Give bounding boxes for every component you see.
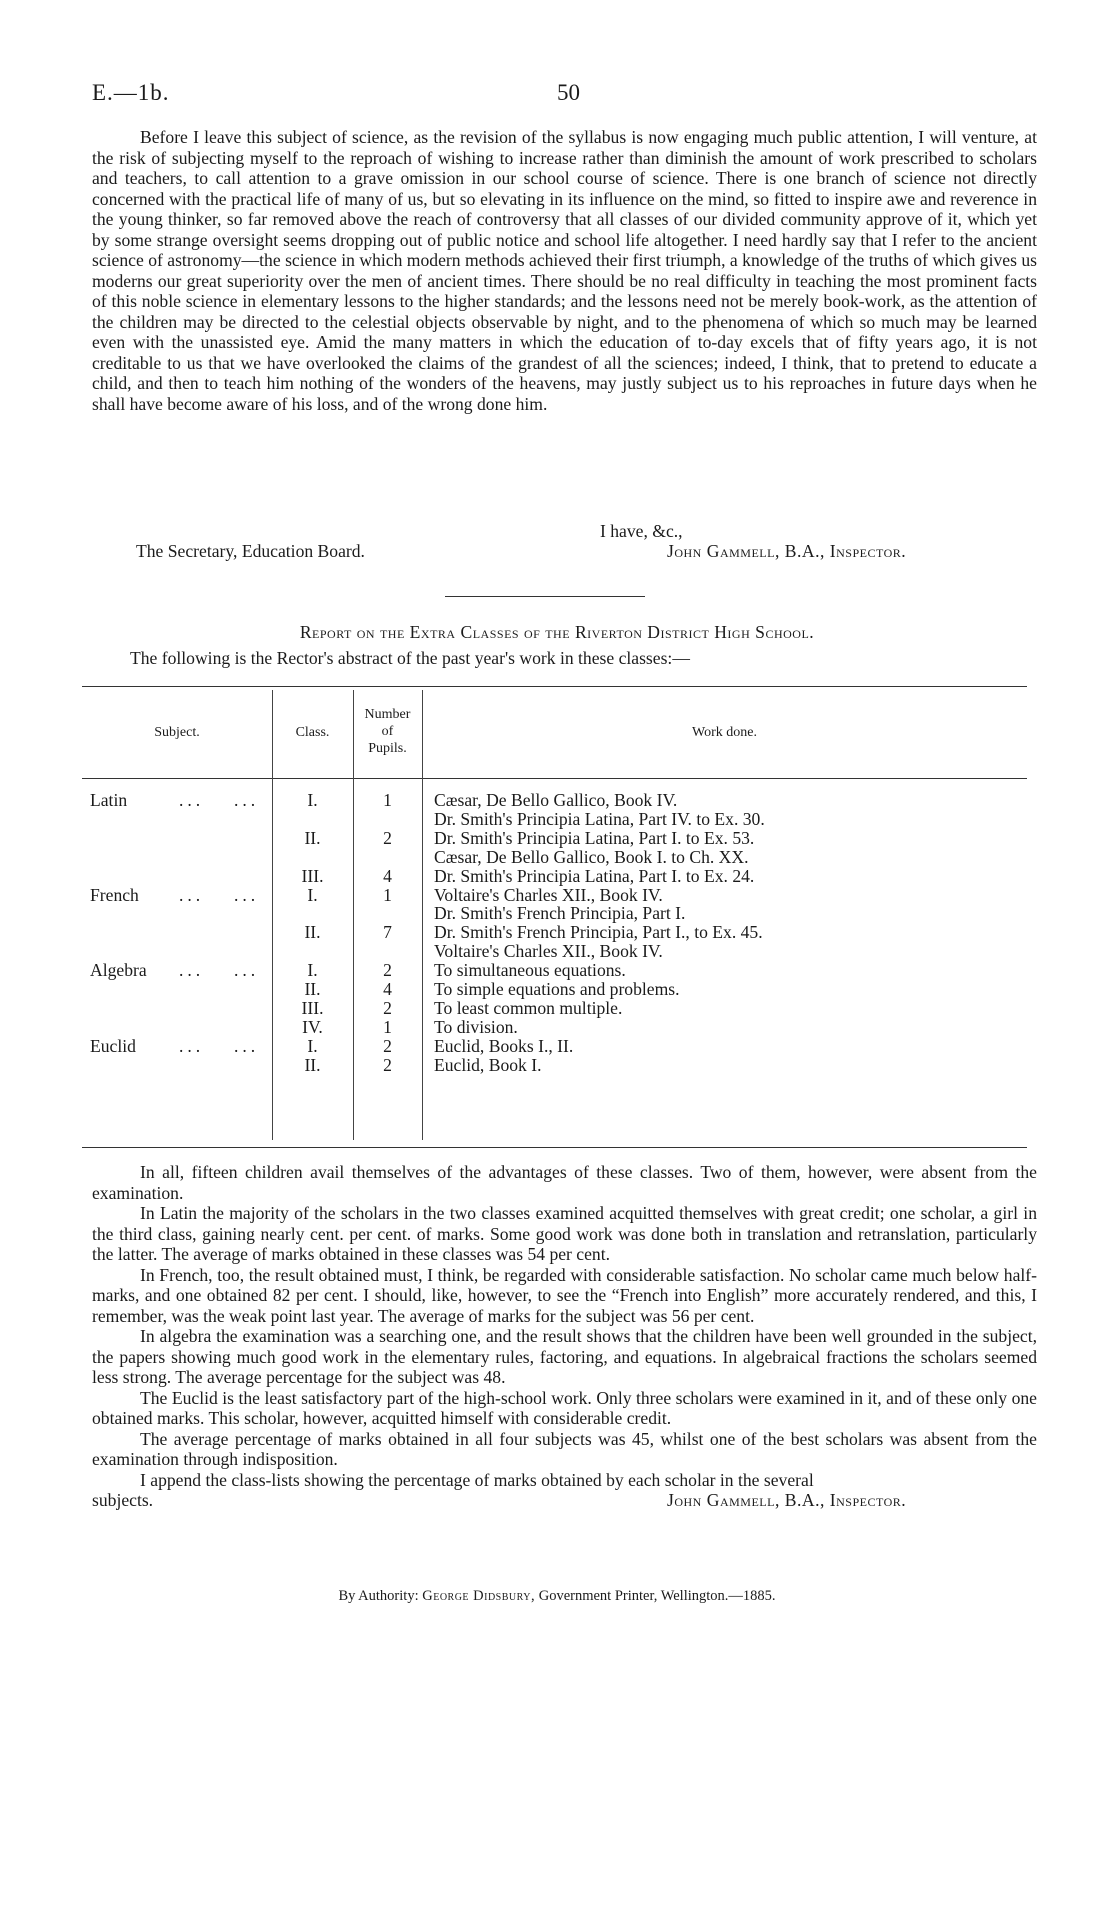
- section-divider: [445, 596, 645, 597]
- work-cell: Cæsar, De Bello Gallico, Book I. to Ch. XX.: [434, 846, 749, 867]
- letter-body: Before I leave this subject of science, as the revision of the syllabus is now engaging much public attention, I will venture, at the risk of subjecting myself to the reproach of wishing to increase rather than diminish the amount of work prescribed to scholars and teachers, to call attention to a grave omission in our school course of science. There is one branch of science not directly concerned with the practical life of many of us, but so elevating in its influence on the mind, so fitted to inspire awe and reverence in the young thinker, so far removed above the reach of controversy that all classes of our divided community approve of it, which yet by some strange oversight seems dropping out of public notice and school life altogether. I need hardly say that I refer to the ancient science of astronomy—the science in which modern methods achieved their first triumph, a knowledge of the truths of which gives us moderns our great superiority over the men of ancient times. There should be no real difficulty in teaching the most prominent facts of this noble science in elementary lessons to the higher standards; and the lessons need not be merely book-work, as the attention of the children may be directed to the celestial objects observable by night, and to the phenomena of which so much may be learned even with the unassisted eye. Amid the many matters in which the education of to-day excels that of fifty years ago, it is not creditable to us that we have overlooked the claims of the grandest of all the sciences; indeed, I think, that to pretend to educate a child, and then to teach him nothing of the wonders of the heavens, may justly subject us to his reproaches in future days when he shall have become aware of his loss, and of the wrong done him.: [92, 127, 1037, 414]
- leader-dots: ...: [234, 884, 260, 905]
- summary-paragraph: In all, fifteen children avail themselves of the advantages of these classes. Two of them, however, were absent from the examination.: [92, 1162, 1037, 1203]
- pupils-cell: 2: [383, 827, 392, 848]
- work-cell: Dr. Smith's Principia Latina, Part IV. to Ex. 30.: [434, 808, 765, 829]
- pupils-cell: 1: [383, 884, 392, 905]
- pupils-cell: 4: [383, 865, 392, 886]
- class-cell: II.: [304, 979, 321, 999]
- work-cell: To simultaneous equations.: [434, 960, 626, 981]
- summary-paragraph: I append the class-lists showing the percentage of marks obtained by each scholar in the several: [140, 1469, 814, 1490]
- class-cell: I.: [307, 790, 318, 810]
- pupils-cell: 7: [383, 922, 392, 943]
- table-bottom-rule: [82, 1147, 1027, 1148]
- class-cell: I.: [307, 960, 318, 981]
- pupils-cell: 4: [383, 979, 392, 999]
- imprint-suffix: Government Printer, Wellington.—1885.: [538, 1588, 776, 1604]
- printer-imprint: [0, 1588, 1114, 1605]
- pupils-cell: 2: [383, 1054, 392, 1075]
- leader-dots: ...: [234, 790, 260, 810]
- work-table: [82, 686, 1027, 1148]
- class-cell: IV.: [302, 1016, 323, 1037]
- work-cell: Voltaire's Charles XII., Book IV.: [434, 941, 663, 962]
- pupils-cell: 2: [383, 960, 392, 981]
- class-cell: III.: [301, 865, 324, 886]
- letter-signatory: John Gammell, B.A., Inspector.: [667, 541, 907, 561]
- work-cell: Dr. Smith's Principia Latina, Part I. to Ex. 53.: [434, 827, 755, 848]
- class-cell: I.: [307, 1035, 318, 1056]
- subject-cell: Latin: [90, 790, 128, 810]
- leader-dots: ...: [179, 790, 205, 810]
- summary-section: [92, 1162, 1037, 1511]
- header-pupils-line: Pupils.: [368, 741, 407, 756]
- summary-paragraph: In French, too, the result obtained must, I think, be regarded with considerable satisfaction. No scholar came much below half-marks, and one obtained 82 per cent. I should, like, however, to see the “French into English” more accurately rendered, and this, I remember, was the weak point last year. The average of marks for the subject was 56 per cent.: [92, 1264, 1037, 1326]
- page-header: [92, 80, 1012, 110]
- work-cell: Dr. Smith's Principia Latina, Part I. to Ex. 24.: [434, 865, 755, 886]
- leader-dots: ...: [234, 960, 260, 981]
- table-top-rule: [82, 686, 1027, 687]
- class-cell: III.: [301, 997, 324, 1018]
- letter-closing: I have, &c.,: [600, 521, 683, 541]
- leader-dots: ...: [234, 1035, 260, 1056]
- summary-paragraph: The average percentage of marks obtained in all four subjects was 45, whilst one of the best scholars was absent from the examination through indisposition.: [92, 1428, 1037, 1469]
- leader-dots: ...: [179, 884, 205, 905]
- summary-signatory: John Gammell, B.A., Inspector.: [667, 1490, 907, 1510]
- work-cell: Dr. Smith's French Principia, Part I.: [434, 903, 686, 924]
- leader-dots: ...: [179, 960, 205, 981]
- imprint-printer: George Didsbury,: [422, 1588, 536, 1604]
- header-class: Class.: [295, 725, 330, 740]
- summary-signature-line: [92, 1490, 1037, 1511]
- header-subject: Subject.: [154, 725, 200, 740]
- work-cell: To division.: [434, 1016, 518, 1037]
- work-cell: Cæsar, De Bello Gallico, Book IV.: [434, 790, 678, 810]
- page-number: 50: [557, 80, 580, 105]
- work-cell: Dr. Smith's French Principia, Part I., to Ex. 45.: [434, 922, 763, 943]
- summary-paragraph: The Euclid is the least satisfactory part of the high-school work. Only three scholars were examined in it, and of these only one obtained marks. This scholar, however, acquitted himself with considerable credit.: [92, 1387, 1037, 1428]
- letter-signature-line: [92, 541, 1037, 563]
- document-reference: E.—1b.: [92, 80, 170, 105]
- header-pupils-line: Number: [364, 707, 411, 722]
- subject-cell: Euclid: [90, 1035, 136, 1056]
- summary-last-word: subjects.: [92, 1490, 154, 1510]
- summary-paragraph: In Latin the majority of the scholars in the two classes examined acquitted themselves with great credit; one scholar, a girl in the third class, gaining nearly cent. per cent. of marks. Some good work was done both in translation and retranslation, particularly the latter. The average of marks obtained in these classes was 54 per cent.: [92, 1203, 1037, 1264]
- header-work: Work done.: [692, 725, 757, 740]
- work-cell: Euclid, Books I., II.: [434, 1035, 574, 1056]
- imprint-prefix: By Authority:: [338, 1588, 419, 1604]
- report-title: Report on the Extra Classes of the Riverton District High School.: [299, 622, 815, 642]
- report-intro: The following is the Rector's abstract of the past year's work in these classes:—: [130, 648, 690, 668]
- class-cell: II.: [304, 827, 321, 848]
- pupils-cell: 1: [383, 790, 392, 810]
- leader-dots: ...: [179, 1035, 205, 1056]
- header-pupils-line: of: [381, 724, 394, 739]
- header-pupils: [353, 706, 422, 757]
- summary-paragraph: In algebra the examination was a searching one, and the result shows that the children have been well grounded in the subject, the papers showing much good work in the elementary rules, factoring, and equations. In algebraical fractions the scholars seemed less strong. The average percentage for the subject was 48.: [92, 1326, 1037, 1387]
- column-divider: [422, 690, 423, 1140]
- letter-section: [92, 127, 1037, 414]
- table-header-rule: [82, 778, 1027, 779]
- work-cell: To simple equations and problems.: [434, 979, 680, 999]
- class-cell: II.: [304, 922, 321, 943]
- summary-paragraphs: [92, 1162, 1037, 1490]
- subject-cell: Algebra: [90, 960, 147, 981]
- pupils-cell: 2: [383, 997, 392, 1018]
- subject-cell: French: [90, 884, 139, 905]
- class-cell: I.: [307, 884, 318, 905]
- class-cell: II.: [304, 1054, 321, 1075]
- pupils-cell: 1: [383, 1016, 392, 1037]
- work-cell: Euclid, Book I.: [434, 1054, 542, 1075]
- letter-addressee: The Secretary, Education Board.: [136, 541, 365, 561]
- pupils-cell: 2: [383, 1035, 392, 1056]
- work-cell: Voltaire's Charles XII., Book IV.: [434, 884, 663, 905]
- work-cell: To least common multiple.: [434, 997, 623, 1018]
